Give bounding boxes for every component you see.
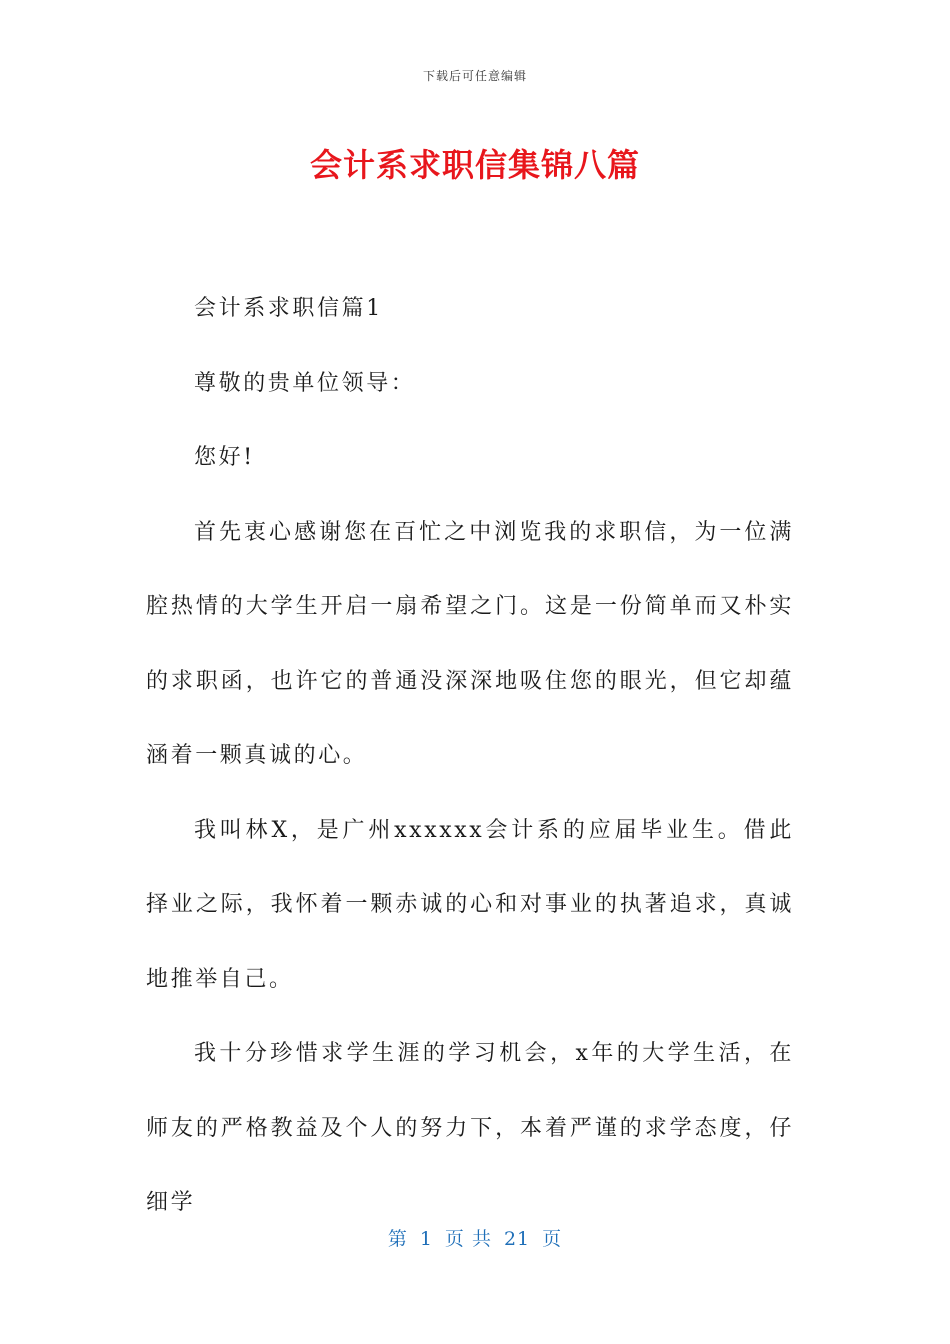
footer-prefix: 第 <box>387 1228 408 1250</box>
header-note: 下载后可任意编辑 <box>422 69 527 83</box>
body-paragraph: 我十分珍惜求学生涯的学习机会，x年的大学生活，在师友的严格教益及个人的努力下，本着严谨的求学态度，仔细学 <box>146 1041 794 1215</box>
section-heading: 会计系求职信篇1 <box>194 296 383 321</box>
greeting: 您好! <box>194 445 255 470</box>
body-paragraph: 我叫林X，是广州xxxxxx会计系的应届毕业生。借此择业之际，我怀着一颗赤诚的心和对事业的执著追求，真诚地推举自己。 <box>146 817 794 992</box>
document-body <box>146 272 794 1241</box>
page-footer <box>0 1224 950 1251</box>
footer-suffix: 页 <box>542 1228 563 1250</box>
page-number: 1 <box>419 1228 433 1250</box>
total-pages: 21 <box>503 1228 531 1250</box>
document-title: 会计系求职信集锦八篇 <box>309 146 640 184</box>
body-paragraph: 首先衷心感谢您在百忙之中浏览我的求职信，为一位满腔热情的大学生开启一扇希望之门。这是一份简单而又朴实的求职函，也许它的普通没深深地吸住您的眼光，但它却蕴涵着一颗真诚的心。 <box>146 519 794 768</box>
salutation: 尊敬的贵单位领导： <box>194 370 416 396</box>
footer-middle: 页 共 <box>444 1228 492 1250</box>
